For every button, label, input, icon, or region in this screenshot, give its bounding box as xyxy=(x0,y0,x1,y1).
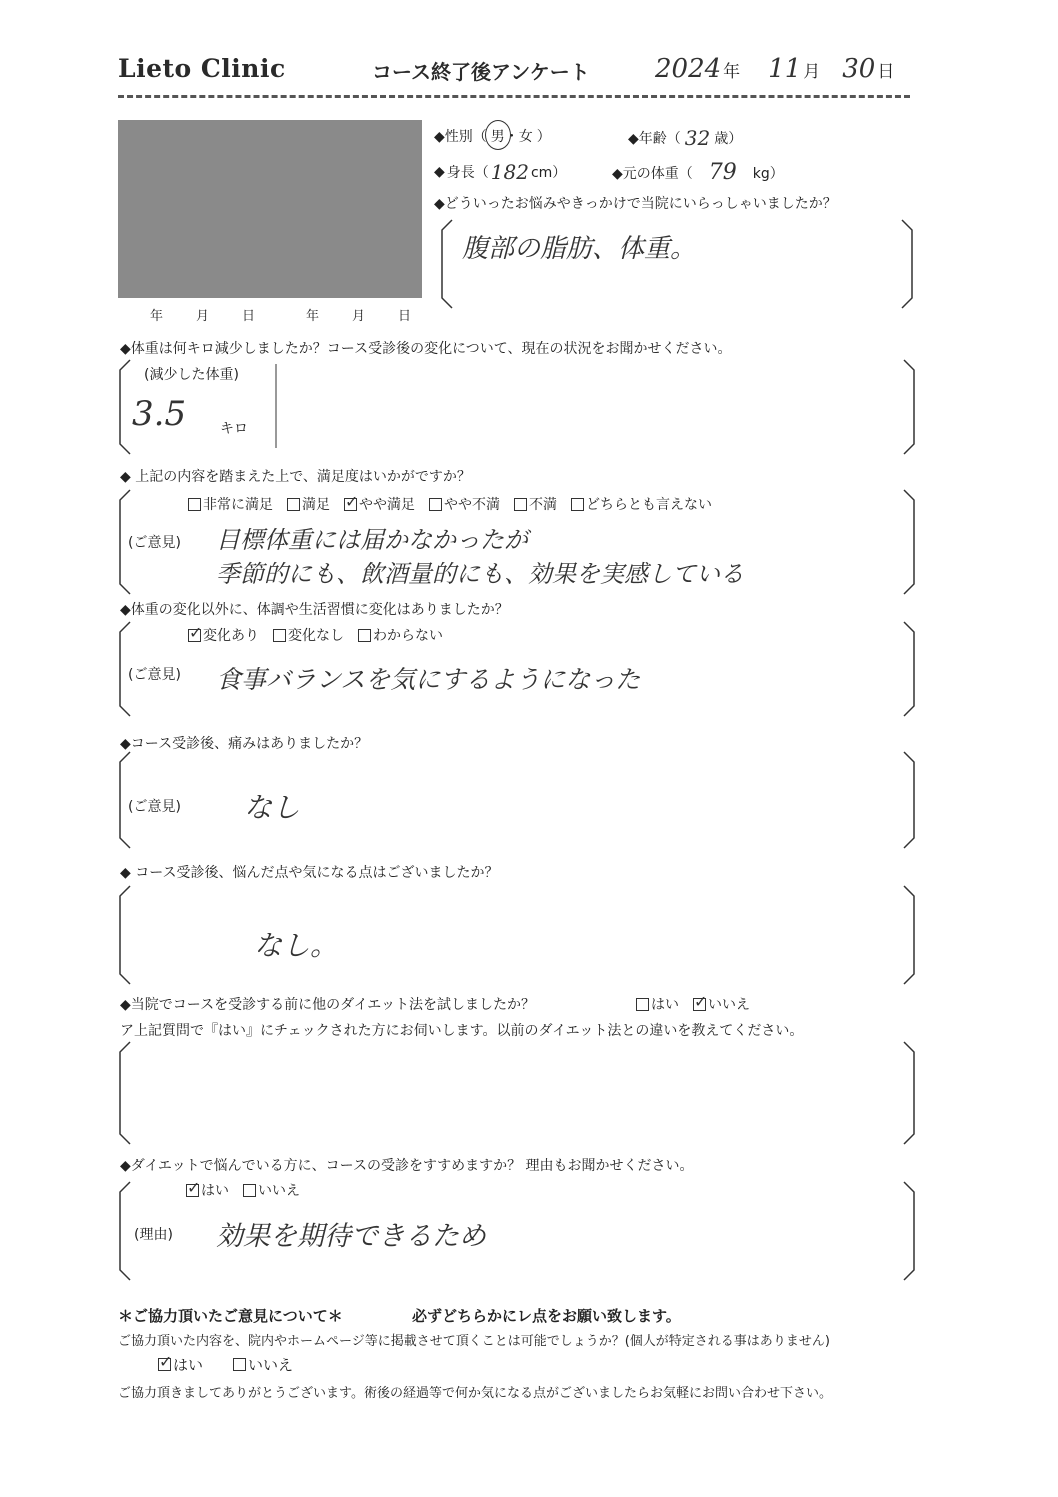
other-diet-followup: ア上記質問で『はい』にチェックされた方にお伺いします。以前のダイエット法との違いを教えてください。 xyxy=(120,1023,804,1039)
after-photo-date: 年 月 日 xyxy=(306,309,422,324)
height-unit: cm） xyxy=(530,165,567,181)
footer-thanks: ご協力頂きましてありがとうございます。術後の経過等で何か気になる点がございましたらお気軽にお問い合わせ下さい。 xyxy=(118,1386,832,1401)
date-day-unit: 日 xyxy=(877,62,895,82)
date-year: 2024 xyxy=(655,54,722,84)
lifestyle-question: ◆体重の変化以外に、体調や生活習慣に変化はありましたか？ xyxy=(120,602,509,618)
pain-answer[interactable]: なし xyxy=(244,791,301,824)
footer-heading: ＊ご協力頂いたご意見について＊ xyxy=(118,1307,343,1325)
lifestyle-opinion-label: (ご意見) xyxy=(128,667,181,683)
clinic-brand: Lieto Clinic xyxy=(118,54,286,83)
original-weight-field xyxy=(612,160,784,185)
other-diet-options xyxy=(636,994,750,1014)
lifestyle-option[interactable]: わからない xyxy=(358,625,443,645)
recommend-answer[interactable]: 効果を期待できるため xyxy=(216,1221,486,1252)
weight-loss-unit: キロ xyxy=(220,421,248,437)
lifestyle-answer[interactable]: 食事バランスを気にするようになった xyxy=(216,665,641,694)
consent-option[interactable]: いいえ xyxy=(233,1354,293,1375)
satisfaction-answer-line2[interactable]: 季節的にも、飲酒量的にも、効果を実感している xyxy=(216,560,744,588)
survey-date xyxy=(655,54,894,84)
height-value[interactable]: 182 xyxy=(490,160,529,184)
other-diet-brackets xyxy=(118,1040,918,1148)
concern-question: ◆ コース受診後、悩んだ点や気になる点はございましたか？ xyxy=(120,865,499,881)
gender-close: ） xyxy=(536,129,551,145)
gender-selected-circle xyxy=(485,120,511,150)
age-label: ◆年齢（ xyxy=(628,131,681,147)
recommend-option[interactable]: いいえ xyxy=(243,1180,300,1200)
weight-loss-question: ◆体重は何キロ減少しましたか？コース受診後の変化について、現在の状況をお聞かせください。 xyxy=(120,341,732,357)
pain-opinion-label: (ご意見) xyxy=(128,799,181,815)
consent-question: ご協力頂いた内容を、院内やホームページ等に掲載させて頂くことは可能でしょうか？(個人が特定される事はありません) xyxy=(118,1334,830,1349)
satisfaction-option[interactable]: 不満 xyxy=(514,494,557,514)
age-unit: 歳） xyxy=(714,131,743,147)
weight-loss-value[interactable]: 3.5 xyxy=(132,394,187,434)
original-weight-unit: kg） xyxy=(752,165,784,182)
height-label: 身長（ xyxy=(446,165,489,181)
weight-loss-sub-label: (減少した体重) xyxy=(144,367,239,383)
satisfaction-option[interactable]: やや不満 xyxy=(429,494,500,514)
before-photo-date: 年 月 日 xyxy=(150,309,266,324)
date-month-unit: 月 xyxy=(803,62,821,82)
pain-question: ◆コース受診後、痛みはありましたか？ xyxy=(120,736,369,752)
recommend-reason-label: (理由) xyxy=(134,1227,173,1243)
concern-answer[interactable]: なし。 xyxy=(254,929,339,962)
lifestyle-option-selected[interactable]: ✓ 変化あり xyxy=(188,625,259,645)
date-month: 11 xyxy=(768,54,802,84)
consent-options xyxy=(158,1354,293,1375)
concern-brackets xyxy=(118,884,918,988)
gender-field xyxy=(434,126,551,146)
original-weight-value[interactable]: 79 xyxy=(708,160,737,185)
original-weight-label: ◆元の体重（ xyxy=(612,165,693,182)
satisfaction-opinion-label: (ご意見) xyxy=(128,535,181,551)
gender-label: ◆性別（ xyxy=(434,129,487,145)
satisfaction-option[interactable]: 非常に満足 xyxy=(188,494,273,514)
age-value[interactable]: 32 xyxy=(684,126,711,150)
satisfaction-answer-line1[interactable]: 目標体重には届かなかったが xyxy=(216,526,528,554)
consent-option-selected[interactable]: ✓ はい xyxy=(158,1354,203,1375)
reason-answer[interactable]: 腹部の脂肪、体重。 xyxy=(462,234,697,264)
height-field: ◆ 身長（ 182 cm） xyxy=(434,160,567,184)
header-divider xyxy=(118,95,910,98)
lifestyle-option[interactable]: 変化なし xyxy=(273,625,344,645)
date-year-unit: 年 xyxy=(723,62,741,82)
pain-brackets xyxy=(118,750,918,852)
footer-instruction: 必ずどちらかにレ点をお願い致します。 xyxy=(412,1307,681,1325)
survey-title: コース終了後アンケート xyxy=(372,60,590,84)
other-diet-question: ◆当院でコースを受診する前に他のダイエット法を試しましたか？ xyxy=(120,997,535,1013)
reason-question: ◆どういったお悩みやきっかけで当院にいらっしゃいましたか？ xyxy=(434,196,837,212)
recommend-option-selected[interactable]: ✓ はい xyxy=(186,1180,229,1200)
age-field xyxy=(628,126,742,150)
date-day: 30 xyxy=(842,54,876,84)
satisfaction-option[interactable]: 満足 xyxy=(287,494,330,514)
satisfaction-option[interactable]: どちらとも言えない xyxy=(571,494,712,514)
other-diet-option-selected[interactable]: ✓ いいえ xyxy=(693,994,750,1014)
satisfaction-option-selected[interactable]: ✓ やや満足 xyxy=(344,494,415,514)
gender-options[interactable]: 男・女 xyxy=(490,129,533,145)
other-diet-option[interactable]: はい xyxy=(636,994,679,1014)
recommend-question: ◆ダイエットで悩んでいる方に、コースの受診をすすめますか？ 理由もお聞かせください。 xyxy=(120,1158,694,1174)
before-after-photo xyxy=(118,120,422,298)
satisfaction-question: ◆ 上記の内容を踏まえた上で、満足度はいかがですか？ xyxy=(120,469,471,485)
